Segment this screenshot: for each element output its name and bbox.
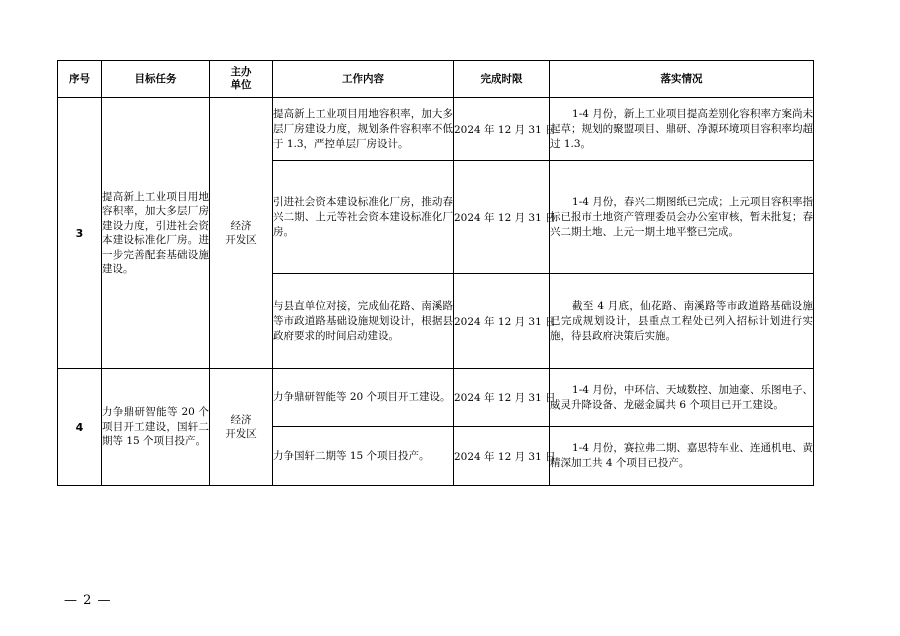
header-status: 落实情况	[550, 61, 814, 98]
work-content: 引进社会资本建设标准化厂房，推动春兴二期、上元等社会资本建设标准化厂房。	[273, 161, 454, 274]
deadline: 2024 年 12 月 31 日	[454, 161, 550, 274]
table-header-row	[58, 61, 814, 98]
header-unit	[210, 61, 273, 98]
work-plan-table	[57, 60, 814, 486]
target-task: 力争鼎研智能等 20 个项目开工建设，国轩二期等 15 个项目投产。	[102, 369, 210, 486]
deadline: 2024 年 12 月 31 日	[454, 369, 550, 427]
host-unit	[210, 98, 273, 369]
work-content: 力争鼎研智能等 20 个项目开工建设。	[273, 369, 454, 427]
deadline: 2024 年 12 月 31 日	[454, 427, 550, 486]
implementation-status: 截至 4 月底，仙花路、南溪路等市政道路基础设施已完成规划设计，县重点工程处已列入招标计划进行实施，待县政府决策后实施。	[550, 274, 814, 369]
work-content: 与县直单位对接，完成仙花路、南溪路等市政道路基础设施规划设计，根据县政府要求的时间启动建设。	[273, 274, 454, 369]
header-unit-line2: 单位	[230, 79, 252, 91]
target-task: 提高新上工业项目用地容积率，加大多层厂房建设力度，引进社会资本建设标准化厂房。进一步完善配套基础设施建设。	[102, 98, 210, 369]
host-unit-line1: 经济	[230, 219, 252, 232]
header-unit-line1: 主办	[230, 66, 252, 78]
table-row	[58, 98, 814, 161]
header-deadline: 完成时限	[454, 61, 550, 98]
header-task: 目标任务	[102, 61, 210, 98]
implementation-status: 1-4 月份，中环信、天域数控、加迪豪、乐图电子、威灵升降设备、龙磁金属共 6 个项目已开工建设。	[550, 369, 814, 427]
host-unit-line2: 开发区	[225, 428, 257, 440]
implementation-status: 1-4 月份，赛拉弗二期、嘉思特车业、连通机电、黄精深加工共 4 个项目已投产。	[550, 427, 814, 486]
deadline: 2024 年 12 月 31 日	[454, 274, 550, 369]
work-content: 提高新上工业项目用地容积率，加大多层厂房建设力度，规划条件容积率不低于 1.3，严控单层厂房设计。	[273, 98, 454, 161]
header-no: 序号	[58, 61, 102, 98]
host-unit-line2: 开发区	[225, 234, 257, 246]
host-unit-line1: 经济	[230, 413, 252, 426]
header-content: 工作内容	[273, 61, 454, 98]
table-row	[58, 369, 814, 427]
implementation-status: 1-4 月份，新上工业项目提高差别化容积率方案尚未起草；规划的聚盟项目、鼎研、净源环境项目容积率均超过 1.3。	[550, 98, 814, 161]
implementation-status: 1-4 月份，春兴二期图纸已完成；上元项目容积率指标已报市土地资产管理委员会办公室审核，暂未批复；春兴二期土地、上元一期土地平整已完成。	[550, 161, 814, 274]
deadline: 2024 年 12 月 31 日	[454, 98, 550, 161]
row-number: 3	[58, 98, 102, 369]
host-unit	[210, 369, 273, 486]
work-content: 力争国轩二期等 15 个项目投产。	[273, 427, 454, 486]
page-number: — 2 —	[64, 593, 112, 608]
row-number: 4	[58, 369, 102, 486]
